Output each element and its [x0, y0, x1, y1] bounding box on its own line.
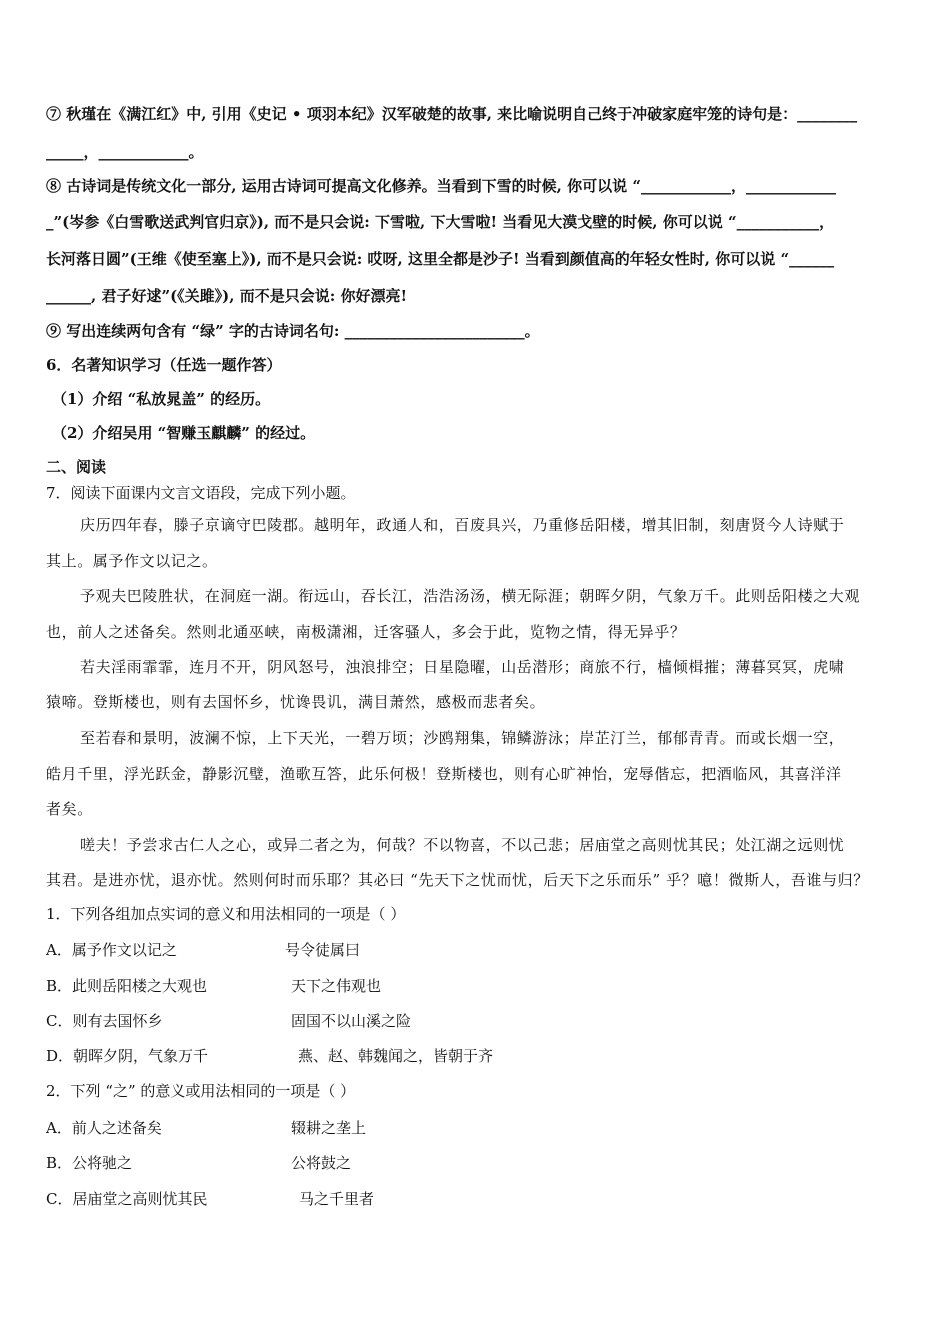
- passage-p1-line1: 庆历四年春，滕子京谪守巴陵郡。越明年，政通人和，百废具兴，乃重修岳阳楼，增其旧制，刻唐贤今人诗赋于: [80, 516, 845, 534]
- subq2-option-b-right: 公将鼓之: [291, 1154, 352, 1172]
- subq1-option-b-left: B．此则岳阳楼之大观也: [46, 977, 208, 995]
- subq1-option-a-left: A．属予作文以记之: [46, 941, 177, 959]
- subq2-option-a-right: 辍耕之垄上: [291, 1119, 367, 1137]
- q5-item8-line1: ⑧ 古诗词是传统文化一部分, 运用古诗词可提高文化修养。当看到下雪的时候, 你可以说 “____________，____________: [46, 177, 836, 195]
- subq1-option-a-right: 号令徒属曰: [285, 941, 361, 959]
- q6-title: 6．名著知识学习（任选一题作答）: [46, 356, 282, 374]
- passage-p3-line1: 若夫淫雨霏霏，连月不开，阴风怒号，浊浪排空；日星隐曜，山岳潜形；商旅不行，樯倾楫摧；薄暮冥冥，虎啸: [80, 658, 845, 676]
- passage-p2-line2: 也，前人之述备矣。然则北通巫峡，南极潇湘，迁客骚人，多会于此，览物之情，得无异乎？: [46, 623, 686, 641]
- passage-p4-line1: 至若春和景明，波澜不惊，上下天光，一碧万顷；沙鸥翔集，锦鳞游泳；岸芷汀兰，郁郁青青。而或长烟一空，: [80, 729, 845, 747]
- subq2-option-c-left: C．居庙堂之高则忧其民: [46, 1190, 208, 1208]
- subq1-option-d-left: D．朝晖夕阴，气象万千: [46, 1047, 209, 1065]
- passage-p5-line1: 嗟夫！予尝求古仁人之心，或异二者之为，何哉？不以物喜，不以己悲；居庙堂之高则忧其民；处江湖之远则忧: [80, 836, 845, 854]
- passage-p1-line2: 其上。属予作文以记之。: [46, 552, 218, 570]
- q5-item8-line3: 长河落日圆”(王维《使至塞上》), 而不是只会说: 哎呀, 这里全都是沙子! 当看到颜值高的年轻女性时, 你可以说 “______: [46, 250, 835, 268]
- q5-item8-line2: _”(岑参《白雪歌送武判官归京》), 而不是只会说: 下雪啦, 下大雪啦! 当看见大漠戈壁的时候, 你可以说 “___________，: [46, 213, 835, 231]
- q7-title: 7．阅读下面课内文言文语段，完成下列小题。: [46, 484, 356, 502]
- passage-p4-line3: 者矣。: [46, 800, 93, 818]
- subq1-title: 1．下列各组加点实词的意义和用法相同的一项是（ ）: [46, 905, 406, 923]
- passage-p5-line2: 其君。是进亦忧，退亦忧。然则何时而乐耶？其必曰 “先天下之忧而忧，后天下之乐而乐” 乎？噫！微斯人，吾谁与归？: [46, 871, 869, 889]
- q6-option2: （2）介绍吴用 “智赚玉麒麟” 的经过。: [52, 424, 316, 442]
- subq1-option-d-right: 燕、赵、韩魏闻之，皆朝于齐: [298, 1047, 494, 1065]
- passage-p2-line1: 予观夫巴陵胜状，在洞庭一湖。衔远山，吞长江，浩浩汤汤，横无际涯；朝晖夕阴，气象万千。此则岳阳楼之大观: [80, 587, 861, 605]
- passage-p3-line2: 猿啼。登斯楼也，则有去国怀乡，忧谗畏讥，满目萧然，感极而悲者矣。: [46, 693, 546, 711]
- q5-item7-line1: ⑦ 秋瑾在《满江红》中, 引用《史记 • 项羽本纪》汉军破楚的故事, 来比喻说明自己终于冲破家庭牢笼的诗句是：________: [46, 105, 858, 123]
- subq2-title: 2．下列 “之” 的意义或用法相同的一项是（ ）: [46, 1082, 356, 1100]
- subq2-option-a-left: A．前人之述备矣: [46, 1119, 162, 1137]
- subq1-option-b-right: 天下之伟观也: [291, 977, 382, 995]
- section-title-reading: 二、阅读: [46, 458, 107, 476]
- subq2-option-c-right: 马之千里者: [299, 1190, 375, 1208]
- subq1-option-c-left: C．则有去国怀乡: [46, 1012, 163, 1030]
- q5-item7-line2: _____，____________。: [46, 143, 204, 161]
- q5-item8-line4: ______, 君子好逑”(《关雎》), 而不是只会说: 你好漂亮!: [46, 287, 408, 305]
- passage-p4-line2: 皓月千里，浮光跃金，静影沉璧，渔歌互答，此乐何极！登斯楼也，则有心旷神怡，宠辱偕忘，把酒临风，其喜洋洋: [46, 765, 842, 783]
- subq2-option-b-left: B．公将驰之: [46, 1154, 133, 1172]
- q6-option1: （1）介绍 “私放晁盖” 的经历。: [52, 390, 271, 408]
- subq1-option-c-right: 固国不以山溪之险: [291, 1012, 412, 1030]
- q5-item9-line: ⑨ 写出连续两句含有 “绿” 字的古诗词名句: ________________________。: [46, 322, 540, 340]
